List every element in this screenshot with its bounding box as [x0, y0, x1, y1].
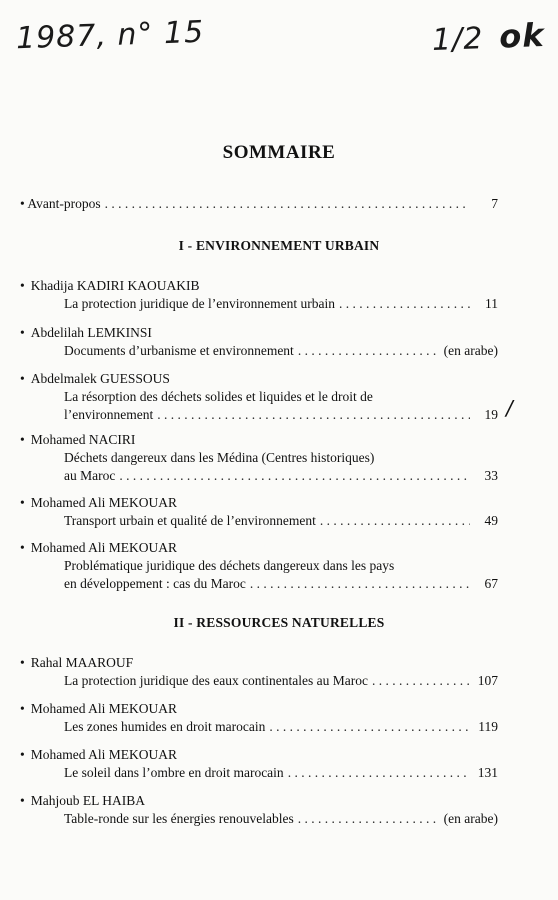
entry-title-continued: au Maroc	[64, 468, 116, 483]
bullet: •	[20, 540, 25, 555]
page-title: SOMMAIRE	[222, 142, 336, 163]
handwritten-page-note	[431, 16, 545, 58]
dot-leader	[157, 406, 470, 424]
toc-entry[interactable]	[20, 370, 498, 424]
dot-leader	[250, 575, 470, 593]
bullet: •	[20, 196, 25, 211]
section-heading-urban: I - ENVIRONNEMENT URBAIN	[178, 238, 380, 253]
bullet: •	[20, 495, 25, 510]
dot-leader	[372, 672, 470, 690]
entry-author: Mahjoub EL HAIBA	[30, 793, 145, 808]
bullet: •	[20, 278, 25, 293]
dot-leader	[288, 764, 470, 782]
dot-leader	[339, 295, 470, 313]
entry-title-continued: l’environnement	[64, 407, 154, 422]
dot-leader	[320, 512, 470, 530]
bullet: •	[20, 793, 25, 808]
page-number: 33	[484, 468, 498, 483]
page-number: (en arabe)	[443, 343, 498, 358]
page-number: 11	[485, 296, 498, 311]
entry-author: Rahal MAAROUF	[30, 655, 134, 670]
dot-leader	[298, 810, 440, 828]
toc-entry[interactable]	[20, 324, 498, 360]
toc-entry[interactable]	[20, 539, 498, 593]
entry-author: Abdelilah LEMKINSI	[30, 325, 152, 340]
handwritten-issue-note: 1987, n° 15	[15, 14, 205, 57]
bullet: •	[20, 747, 25, 762]
bullet: •	[20, 701, 25, 716]
toc-entry[interactable]	[20, 746, 498, 782]
bullet: •	[20, 655, 25, 670]
bullet: •	[20, 371, 25, 386]
entry-title: La résorption des déchets solides et liquides et le droit de	[64, 389, 373, 404]
entry-title: La protection juridique de l’environnement urbain	[64, 296, 336, 311]
entry-author: Mohamed NACIRI	[30, 432, 136, 447]
page-number: 19	[484, 407, 498, 422]
toc-entry[interactable]	[20, 431, 498, 485]
page-number: 7	[491, 196, 498, 211]
entry-title: Le soleil dans l’ombre en droit marocain	[64, 765, 284, 780]
page-number: 119	[478, 719, 498, 734]
entry-title-continued: en développement : cas du Maroc	[64, 576, 246, 591]
page-number: 49	[484, 513, 498, 528]
entry-author: Mohamed Ali MEKOUAR	[30, 701, 177, 716]
toc-entry[interactable]	[20, 277, 498, 313]
toc-entry-preface[interactable]	[20, 195, 498, 213]
entry-title: Les zones humides en droit marocain	[64, 719, 266, 734]
page-number: 67	[484, 576, 498, 591]
toc-entry[interactable]	[20, 700, 498, 736]
entry-title: Déchets dangereux dans les Médina (Centres historiques)	[64, 450, 375, 465]
entry-title: Documents d’urbanisme et environnement	[64, 343, 294, 358]
entry-author: Mohamed Ali MEKOUAR	[30, 747, 177, 762]
page-number: 131	[477, 765, 498, 780]
entry-author: Khadija KADIRI KAOUAKIB	[30, 278, 200, 293]
preface-label: Avant-propos	[27, 196, 101, 211]
handwritten-ok-mark: ok	[498, 16, 546, 56]
handwritten-tick: /	[506, 396, 513, 420]
entry-author: Abdelmalek GUESSOUS	[30, 371, 170, 386]
entry-title: Table-ronde sur les énergies renouvelables	[64, 811, 294, 826]
entry-author: Mohamed Ali MEKOUAR	[30, 495, 177, 510]
dot-leader	[269, 718, 470, 736]
page-number: (en arabe)	[443, 811, 498, 826]
toc-entry[interactable]	[20, 654, 498, 690]
toc-entry[interactable]	[20, 792, 498, 828]
bullet: •	[20, 432, 25, 447]
toc-entry[interactable]	[20, 494, 498, 530]
page-number: 107	[477, 673, 498, 688]
bullet: •	[20, 325, 25, 340]
dot-leader	[105, 195, 470, 213]
entry-title: Transport urbain et qualité de l’environnement	[64, 513, 316, 528]
handwritten-fraction: 1/2	[431, 21, 484, 58]
entry-title: Problématique juridique des déchets dangereux dans les pays	[64, 558, 395, 573]
entry-title: La protection juridique des eaux continentales au Maroc	[64, 673, 369, 688]
dot-leader	[119, 467, 470, 485]
entry-author: Mohamed Ali MEKOUAR	[30, 540, 177, 555]
dot-leader	[298, 342, 440, 360]
section-heading-natural-resources: II - RESSOURCES NATURELLES	[173, 615, 385, 630]
